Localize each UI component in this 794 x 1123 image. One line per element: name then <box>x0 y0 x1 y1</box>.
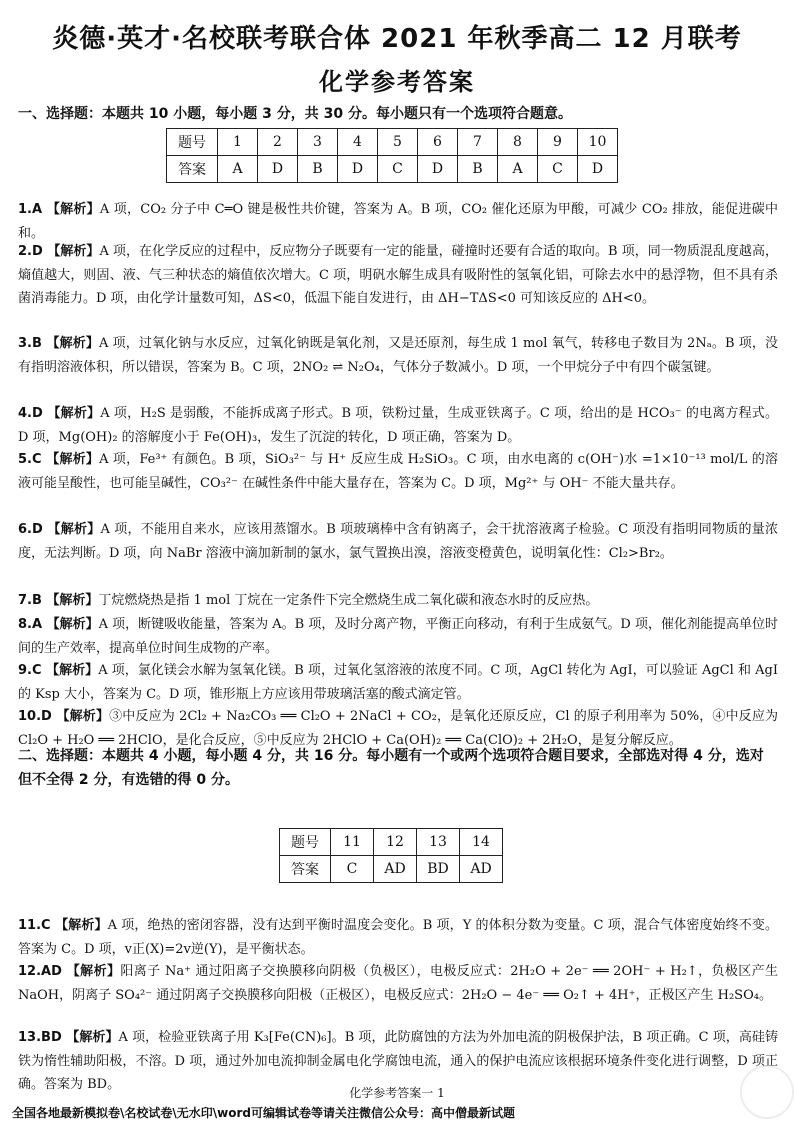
question-number-cell: 1 <box>218 129 258 156</box>
answer-cell: D <box>418 156 458 183</box>
answer-cell: C <box>378 156 418 183</box>
solution-tag: 9.C 【解析】 <box>18 663 99 678</box>
table-header-label: 题号 <box>280 829 331 856</box>
solution-tag: 10.D 【解析】 <box>18 709 110 724</box>
answer-cell: D <box>578 156 618 183</box>
solution-tag: 3.B 【解析】 <box>18 336 100 351</box>
table-header-label: 题号 <box>167 129 218 156</box>
question-number-cell: 6 <box>418 129 458 156</box>
solution-text: A 项，CO₂ 分子中 C═O 键是极性共价键，答案为 A。B 项，CO₂ 催化还原为甲酸，可减少 CO₂ 排放，能促进碳中和。 <box>18 202 778 241</box>
answer-cell: AD <box>374 856 417 883</box>
solution-item <box>18 589 778 613</box>
question-number-cell: 7 <box>458 129 498 156</box>
answer-cell: C <box>331 856 374 883</box>
solution-tag: 4.D 【解析】 <box>18 406 101 421</box>
page-footer: 化学参考答案一 1 <box>349 1086 445 1100</box>
answer-cell: A <box>498 156 538 183</box>
answer-cell: AD <box>460 856 503 883</box>
answer-table-2 <box>279 828 503 883</box>
solution-tag: 7.B 【解析】 <box>18 593 99 608</box>
solution-text: A 项，氯化镁会水解为氢氧化镁。B 项，过氧化氢溶液的浓度不同。C 项，AgCl 转化为 AgI，可以验证 AgCl 和 AgI 的 Ksp 大小，答案为 C。D 项，锥形瓶上方应该用带玻璃活塞的酸式滴定管。 <box>18 663 778 702</box>
answer-cell: BD <box>417 856 460 883</box>
answer-table-1 <box>166 128 618 183</box>
solution-tag: 8.A 【解析】 <box>18 617 99 632</box>
exam-subtitle: 化学参考答案 <box>319 68 475 96</box>
answer-cell: D <box>338 156 378 183</box>
solution-text: A 项，绝热的密闭容器，没有达到平衡时温度会变化。B 项，Y 的体积分数为变量。C 项，混合气体密度始终不变。答案为 C。D 项，v正(X)=2v逆(Y)，是平衡状态。 <box>18 918 778 957</box>
solution-item <box>18 198 778 245</box>
question-number-cell: 11 <box>331 829 374 856</box>
question-number-cell: 4 <box>338 129 378 156</box>
solution-item <box>18 518 778 565</box>
solution-item <box>18 914 778 961</box>
table-header-label: 答案 <box>280 856 331 883</box>
question-number-cell: 8 <box>498 129 538 156</box>
solution-text: 丁烷燃烧热是指 1 mol 丁烷在一定条件下完全燃烧生成二氧化碳和液态水时的反应热。 <box>98 593 599 608</box>
solution-text: A 项，H₂S 是弱酸，不能拆成离子形式。B 项，铁粉过量，生成亚铁离子。C 项，给出的是 HCO₃⁻ 的电离方程式。D 项，Mg(OH)₂ 的溶解度小于 Fe(OH)₃，发生了沉淀的转化，D 项正确，答案为 D。 <box>18 406 778 445</box>
watermark-logo <box>740 1065 794 1119</box>
solution-tag: 2.D 【解析】 <box>18 244 100 259</box>
answer-cell: A <box>218 156 258 183</box>
solution-tag: 11.C 【解析】 <box>18 918 108 933</box>
solution-item <box>18 332 778 379</box>
solution-item <box>18 613 778 660</box>
solution-text: A 项，检验亚铁离子用 K₃[Fe(CN)₆]。B 项，此防腐蚀的方法为外加电流的阴极保护法，B 项正确。C 项，高硅铸铁为惰性辅助阳极，不溶。D 项，通过外加电流抑制金属电化学腐蚀电流，通入的保护电流应该根据环境条件变化进行调整，D 项正确。答案为 BD。 <box>18 1030 778 1092</box>
solution-text: ③中反应为 2Cl₂ + Na₂CO₃ ══ Cl₂O + 2NaCl + CO₂，是氧化还原反应，Cl 的原子利用率为 50%，④中反应为 Cl₂O + H₂O ══ 2HClO，是化合反应，⑤中反应为 2HClO + Ca(OH)₂ ══ Ca(ClO)₂ + 2H₂O，是复分解反应。 <box>18 709 778 748</box>
question-number-cell: 2 <box>258 129 298 156</box>
solution-text: A 项，Fe³⁺ 有颜色。B 项，SiO₃²⁻ 与 H⁺ 反应生成 H₂SiO₃。C 项，由水电离的 c(OH⁻)水 =1×10⁻¹³ mol/L 的溶液可能呈酸性，也可能呈碱性，CO₃²⁻ 在碱性条件中能大量存在，答案为 C。D 项，Mg²⁺ 与 OH⁻ 不能大量共存。 <box>18 452 778 491</box>
solution-item <box>18 960 778 1007</box>
question-number-cell: 12 <box>374 829 417 856</box>
exam-title: 炎德·英才·名校联考联合体 2021 年秋季高二 12 月联考 <box>52 24 742 54</box>
question-number-cell: 5 <box>378 129 418 156</box>
table-header-label: 答案 <box>167 156 218 183</box>
solution-tag: 13.BD 【解析】 <box>18 1030 119 1045</box>
solution-tag: 6.D 【解析】 <box>18 522 101 537</box>
question-number-cell: 14 <box>460 829 503 856</box>
solution-text: A 项，断键吸收能量，答案为 A。B 项，及时分离产物，平衡正向移动，有利于生成氨气。D 项，催化剂能提高单位时间的生产效率，提高单位时间生成物的产率。 <box>18 617 778 656</box>
solution-item <box>18 448 778 495</box>
section1-heading: 一、选择题：本题共 10 小题，每小题 3 分，共 30 分。每小题只有一个选项符合题意。 <box>18 106 572 122</box>
answer-cell: B <box>298 156 338 183</box>
bottom-notice: 全国各地最新模拟卷\名校试卷\无水印\word可编辑试卷等请关注微信公众号：高中僧最新试题 <box>12 1106 515 1120</box>
question-number-cell: 9 <box>538 129 578 156</box>
question-number-cell: 13 <box>417 829 460 856</box>
solution-text: A 项，不能用自来水，应该用蒸馏水。B 项玻璃棒中含有钠离子，会干扰溶液离子检验。C 项没有指明同物质的量浓度，无法判断。D 项，向 NaBr 溶液中滴加新制的氯水，氯气置换出溴，溶液变橙黄色，说明氧化性：Cl₂>Br₂。 <box>18 522 778 561</box>
solution-tag: 1.A 【解析】 <box>18 202 100 217</box>
solution-item <box>18 240 778 311</box>
solution-text: 阳离子 Na⁺ 通过阳离子交换膜移向阴极（负极区），电极反应式：2H₂O + 2e⁻ ══ 2OH⁻ + H₂↑，负极区产生 NaOH，阴离子 SO₄²⁻ 通过阴离子交换膜移向阳极（正极区），电极反应式：2H₂O − 4e⁻ ══ O₂↑ + 4H⁺，正极区产生 H₂SO₄。 <box>18 964 778 1003</box>
solution-item <box>18 659 778 706</box>
answer-cell: B <box>458 156 498 183</box>
question-number-cell: 3 <box>298 129 338 156</box>
solution-tag: 12.AD 【解析】 <box>18 964 121 979</box>
solution-text: A 项，在化学反应的过程中，反应物分子既要有一定的能量，碰撞时还要有合适的取向。B 项，同一物质混乱度越高，熵值越大，则固、液、气三种状态的熵值依次增大。C 项，明矾水解生成具有吸附性的氢氧化铝，可除去水中的悬浮物，但不具有杀菌消毒能力。D 项，由化学计量数可知，ΔS<0，低温下能自发进行，由 ΔH−TΔS<0 可知该反应的 ΔH<0。 <box>18 244 778 306</box>
answer-cell: C <box>538 156 578 183</box>
solution-item <box>18 402 778 449</box>
solution-text: A 项，过氧化钠与水反应，过氧化钠既是氧化剂，又是还原剂，每生成 1 mol 氧气，转移电子数目为 2Nₐ。B 项，没有指明溶液体积，所以错误，答案为 B。C 项，2NO₂ ⇌ N₂O₄，气体分子数减小。D 项，一个甲烷分子中有四个碳氢键。 <box>18 336 779 375</box>
answer-cell: D <box>258 156 298 183</box>
question-number-cell: 10 <box>578 129 618 156</box>
section2-heading: 二、选择题：本题共 4 小题，每小题 4 分，共 16 分。每小题有一个或两个选项符合题目要求，全部选对得 4 分，选对但不全得 2 分，有选错的得 0 分。 <box>18 748 764 788</box>
solution-tag: 5.C 【解析】 <box>18 452 100 467</box>
